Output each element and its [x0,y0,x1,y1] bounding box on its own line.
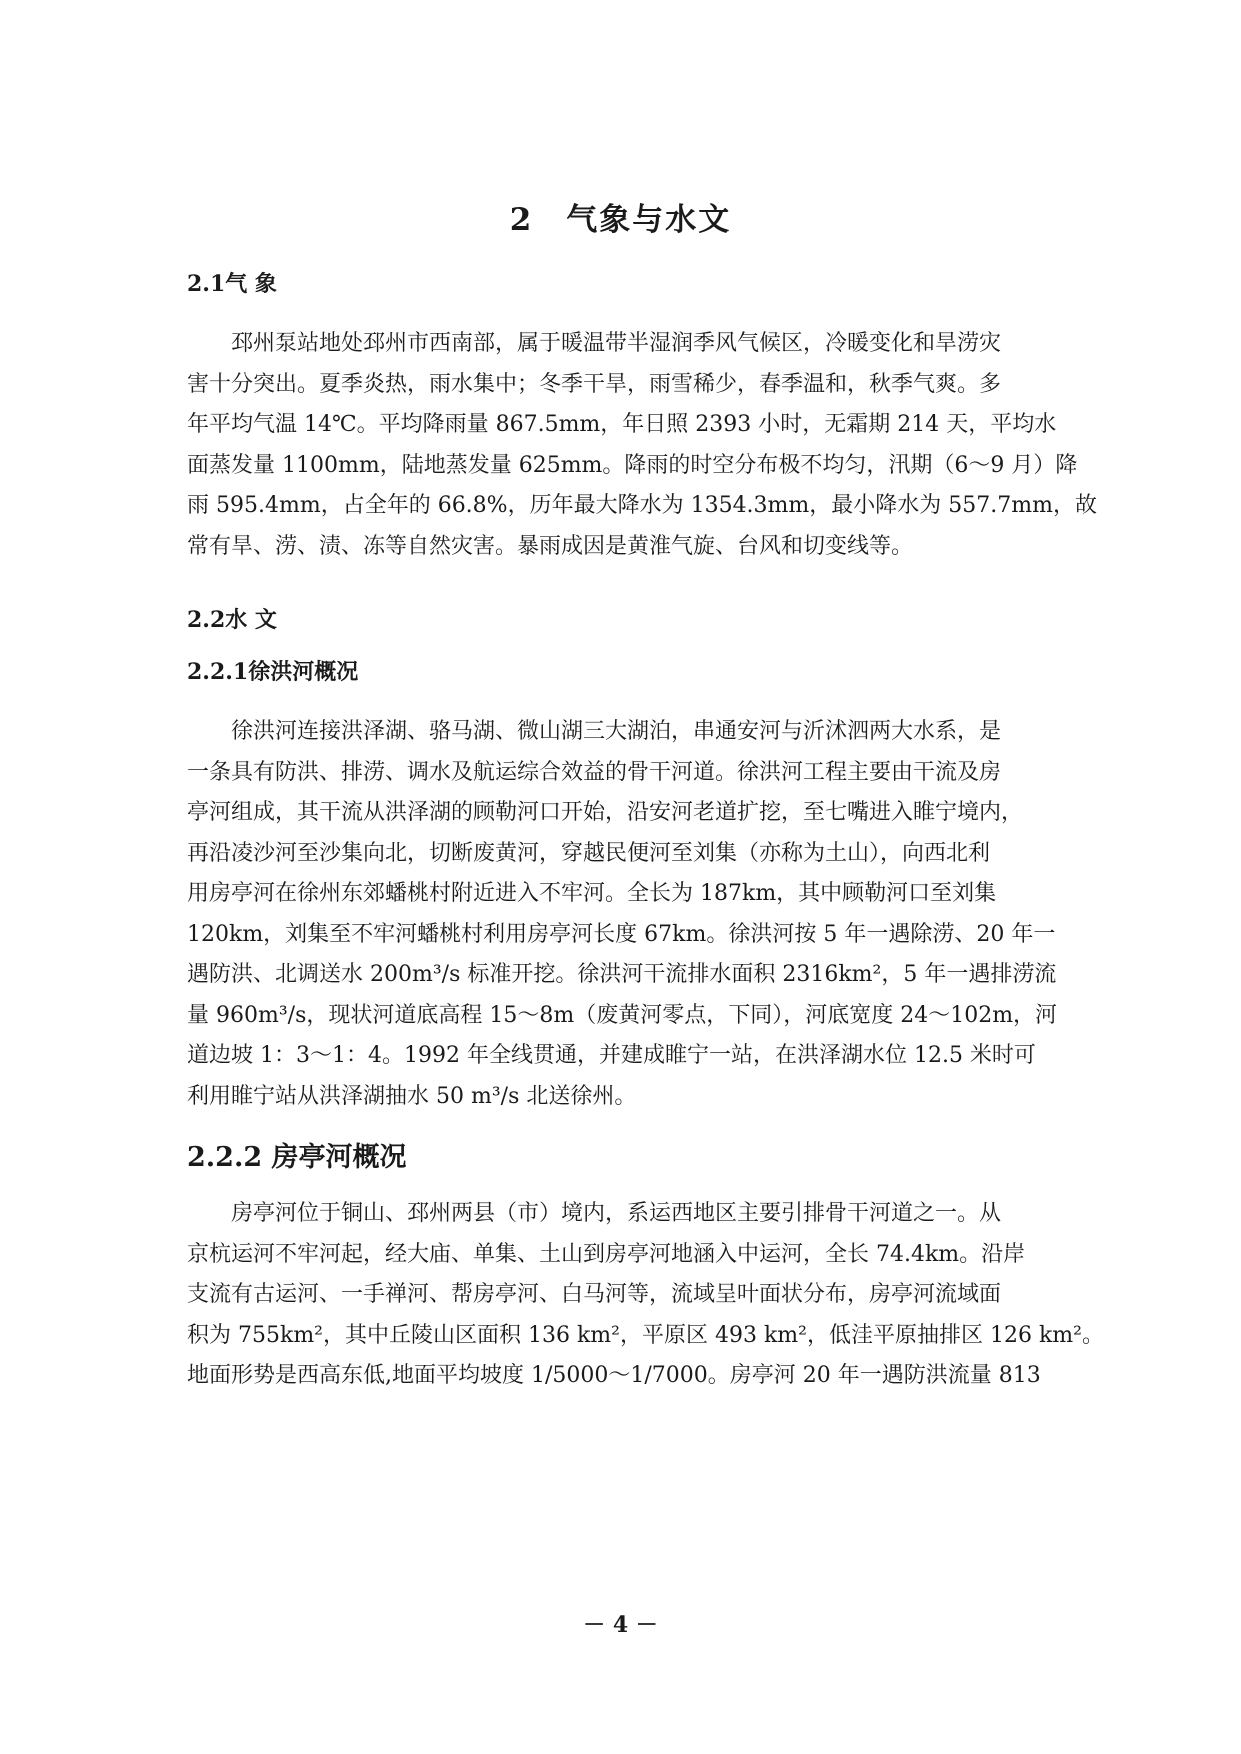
paragraph-line: 120km，刘集至不牢河蟠桃村利用房亭河长度 67km。徐洪河按 5 年一遇除涝、20 年一 [187,921,1056,947]
paragraph-line: 常有旱、涝、渍、冻等自然灾害。暴雨成因是黄淮气旋、台风和切变线等。 [187,533,914,559]
paragraph-line: 积为 755km²，其中丘陵山区面积 136 km²，平原区 493 km²，低洼平原抽排区 126 km²。 [187,1322,1104,1348]
paragraph-line: 邳州泵站地处邳州市西南部，属于暖温带半湿润季风气候区，冷暖变化和旱涝灾 [187,331,1002,356]
paragraph-line: 用房亭河在徐州东郊蟠桃村附近进入不牢河。全长为 187km，其中顾勒河口至刘集 [187,881,997,906]
paragraph-line: 年平均气温 14℃。平均降雨量 867.5mm，年日照 2393 小时，无霜期 214 天，平均水 [187,412,1057,437]
paragraph-line: 京杭运河不牢河起，经大庙、单集、土山到房亭河地涵入中运河，全长 74.4km。沿岸 [187,1241,1026,1267]
paragraph-line: 雨 595.4mm，占全年的 66.8%，历年最大降水为 1354.3mm，最小降水为 557.7mm，故 [187,493,1097,518]
paragraph-line: 地面形势是西高东低,地面平均坡度 1/5000～1/7000。房亭河 20 年一遇防洪流量 813 [187,1363,1041,1388]
paragraph-line: 害十分突出。夏季炎热，雨水集中；冬季干旱，雨雪稀少，春季温和，秋季气爽。多 [187,371,1002,397]
paragraph-line: 房亭河位于铜山、邳州两县（市）境内，系运西地区主要引排骨干河道之一。从 [187,1201,1002,1226]
paragraph-line: 利用睢宁站从洪泽湖抽水 50 m³/s 北送徐州。 [187,1083,637,1109]
paragraph-line: 再沿凌沙河至沙集向北，切断废黄河，穿越民便河至刘集（亦称为土山），向西北利 [187,840,991,866]
paragraph-xuhong-river [187,712,1102,1117]
paragraph-line: 徐洪河连接洪泽湖、骆马湖、微山湖三大湖泊，串通安河与沂沭泗两大水系，是 [187,719,1002,744]
page-number: － 4 － [583,1612,658,1638]
paragraph-line: 量 960m³/s，现状河道底高程 15～8m（废黄河零点，下同），河底宽度 24～102m，河 [187,1002,1058,1028]
paragraph-line: 支流有古运河、一手禅河、帮房亭河、白马河等，流域呈叶面状分布，房亭河流域面 [187,1282,1002,1307]
paragraph-fangting-river [187,1194,1102,1397]
section-heading-2-1: 2.1气 象 [187,271,277,297]
paragraph-line: 道边坡 1：3～1：4。1992 年全线贯通，并建成睢宁一站，在洪泽湖水位 12.5 米时可 [187,1043,1036,1068]
paragraph-line: 遇防洪、北调送水 200m³/s 标准开挖。徐洪河干流排水面积 2316km²，5 年一遇排涝流 [187,962,1057,987]
paragraph-climate [187,324,1102,567]
chapter-title: 2 气象与水文 [509,202,732,238]
paragraph-line: 亭河组成，其干流从洪泽湖的顾勒河口开始，沿安河老道扩挖，至七嘴进入睢宁境内， [187,800,1024,825]
paragraph-line: 面蒸发量 1100mm，陆地蒸发量 625mm。降雨的时空分布极不均匀，汛期（6～9 月）降 [187,452,1078,478]
section-heading-2-2: 2.2水 文 [187,607,277,633]
paragraph-line: 一条具有防洪、排涝、调水及航运综合效益的骨干河道。徐洪河工程主要由干流及房 [187,759,1002,785]
section-heading-2-2-2: 2.2.2 房亭河概况 [187,1142,407,1173]
section-heading-2-2-1: 2.2.1徐洪河概况 [187,659,359,685]
